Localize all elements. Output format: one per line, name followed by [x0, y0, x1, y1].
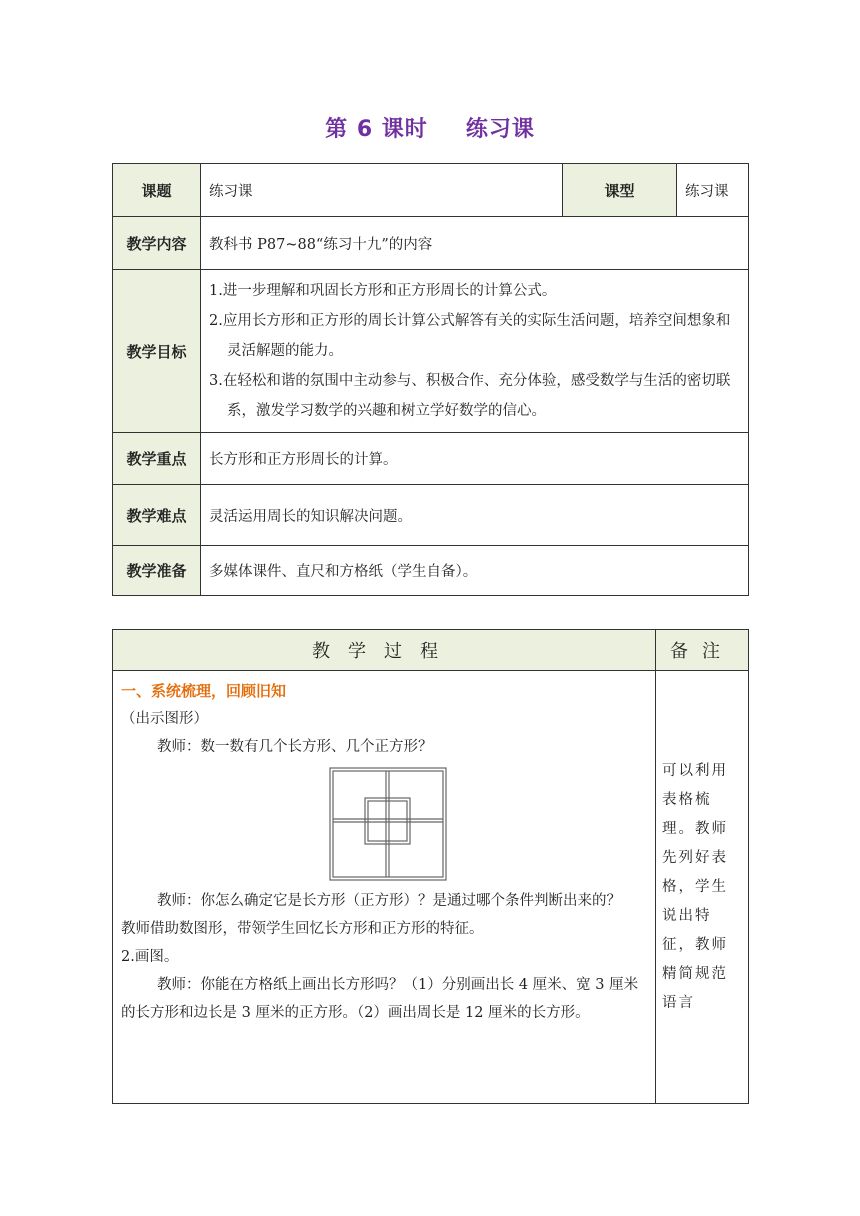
content-label: 教学内容	[113, 217, 201, 270]
prep-value: 多媒体课件、直尺和方格纸（学生自备）。	[201, 546, 749, 596]
type-label: 课型	[563, 164, 677, 217]
process-content	[113, 671, 656, 1104]
process-header: 教学过程	[113, 630, 656, 671]
page-title	[0, 112, 860, 143]
content-row	[113, 217, 749, 270]
process-body-row	[113, 671, 749, 1104]
lesson-type-title: 练习课	[465, 117, 535, 142]
difficulty-value: 灵活运用周长的知识解决问题。	[201, 485, 749, 546]
key-label: 教学重点	[113, 433, 201, 485]
prep-row	[113, 546, 749, 596]
goal-item: 1.进一步理解和巩固长方形和正方形周长的计算公式。	[209, 283, 557, 299]
prep-label: 教学准备	[113, 546, 201, 596]
difficulty-label: 教学难点	[113, 485, 201, 546]
goal-item: 3.在轻松和谐的氛围中主动参与、积极合作、充分体验，感受数学与生活的密切联系，激发学习数学的兴趣和树立学好数学的信心。	[209, 373, 731, 419]
goals-row	[113, 270, 749, 433]
content-value: 教科书 P87~88“练习十九”的内容	[201, 217, 749, 270]
paragraph: （出示图形）	[121, 711, 208, 727]
difficulty-row	[113, 485, 749, 546]
note-header: 备注	[656, 630, 749, 671]
paragraph: 教师：你能在方格纸上画出长方形吗？（1）分别画出长 4 厘米、宽 3 厘米的长方形和边长是 3 厘米的正方形。（2）画出周长是 12 厘米的长方形。	[121, 977, 639, 1021]
process-header-row	[113, 630, 749, 671]
paragraph: 教师：数一数有几个长方形、几个正方形？	[157, 739, 433, 755]
goals-cell	[201, 270, 749, 433]
goals-label: 教学目标	[113, 270, 201, 433]
lesson-info-table	[112, 163, 749, 596]
goal-item: 2.应用长方形和正方形的周长计算公式解答有关的实际生活问题，培养空间想象和灵活解题的能力。	[209, 313, 731, 359]
type-value: 练习课	[677, 164, 749, 217]
paragraph: 2.画图。	[121, 949, 179, 965]
remarks-cell: 可以利用表格梳理。教师先列好表格，学生说出特征，教师精简规范语言	[656, 671, 749, 1104]
key-row	[113, 433, 749, 485]
paragraph: 教师借助数图形，带领学生回忆长方形和正方形的特征。	[121, 921, 484, 937]
topic-row	[113, 164, 749, 217]
topic-label: 课题	[113, 164, 201, 217]
rectangles-figure	[329, 767, 447, 881]
teaching-process-table	[112, 629, 749, 1104]
goals-list	[201, 270, 748, 432]
paragraph: 教师：你怎么确定它是长方形（正方形）？是通过哪个条件判断出来的？	[157, 893, 621, 909]
topic-value: 练习课	[201, 164, 563, 217]
lesson-number: 第 6 课时	[325, 117, 428, 142]
section-heading: 一、系统梳理，回顾旧知	[121, 682, 287, 700]
key-value: 长方形和正方形周长的计算。	[201, 433, 749, 485]
